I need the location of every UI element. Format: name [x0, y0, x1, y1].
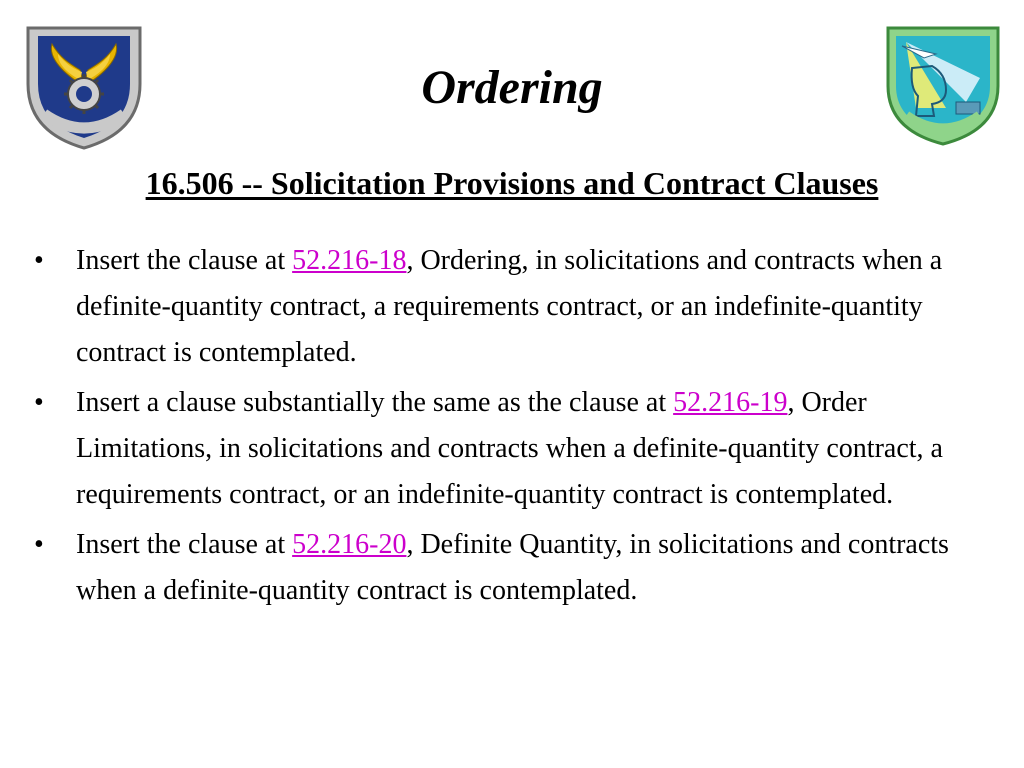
bullet-text-before: Insert the clause at	[76, 245, 293, 276]
bullet-marker: •	[34, 529, 44, 560]
clause-link-52-216-19[interactable]: 52.216-19	[673, 387, 788, 418]
bullet-list	[30, 238, 970, 618]
bullet-item	[30, 522, 970, 614]
bullet-text-after: , Definite Quantity, in solicitations and contracts when a definite-quantity contract is contemplated.	[76, 529, 949, 606]
bullet-marker: •	[34, 387, 44, 418]
bullet-item	[30, 238, 970, 376]
bullet-item	[30, 380, 970, 518]
bullet-text-before: Insert the clause at	[76, 529, 293, 560]
bullet-text-after: , Ordering, in solicitations and contracts when a definite-quantity contract, a requirements contract, or an indefinite-quantity contract is contemplated.	[76, 245, 943, 368]
clause-link-52-216-20[interactable]: 52.216-20	[292, 529, 407, 560]
section-heading: 16.506 -- Solicitation Provisions and Contract Clauses	[145, 165, 879, 201]
bullet-marker: •	[34, 245, 44, 276]
clause-link-52-216-18[interactable]: 52.216-18	[292, 245, 407, 276]
bullet-text-before: Insert a clause substantially the same as the clause at	[76, 387, 674, 418]
slide-title: Ordering	[421, 61, 603, 114]
bullet-text-after: , Order Limitations, in solicitations and contracts when a definite-quantity contract, a requirements contract, or an indefinite-quantity contract is contemplated.	[76, 387, 943, 510]
